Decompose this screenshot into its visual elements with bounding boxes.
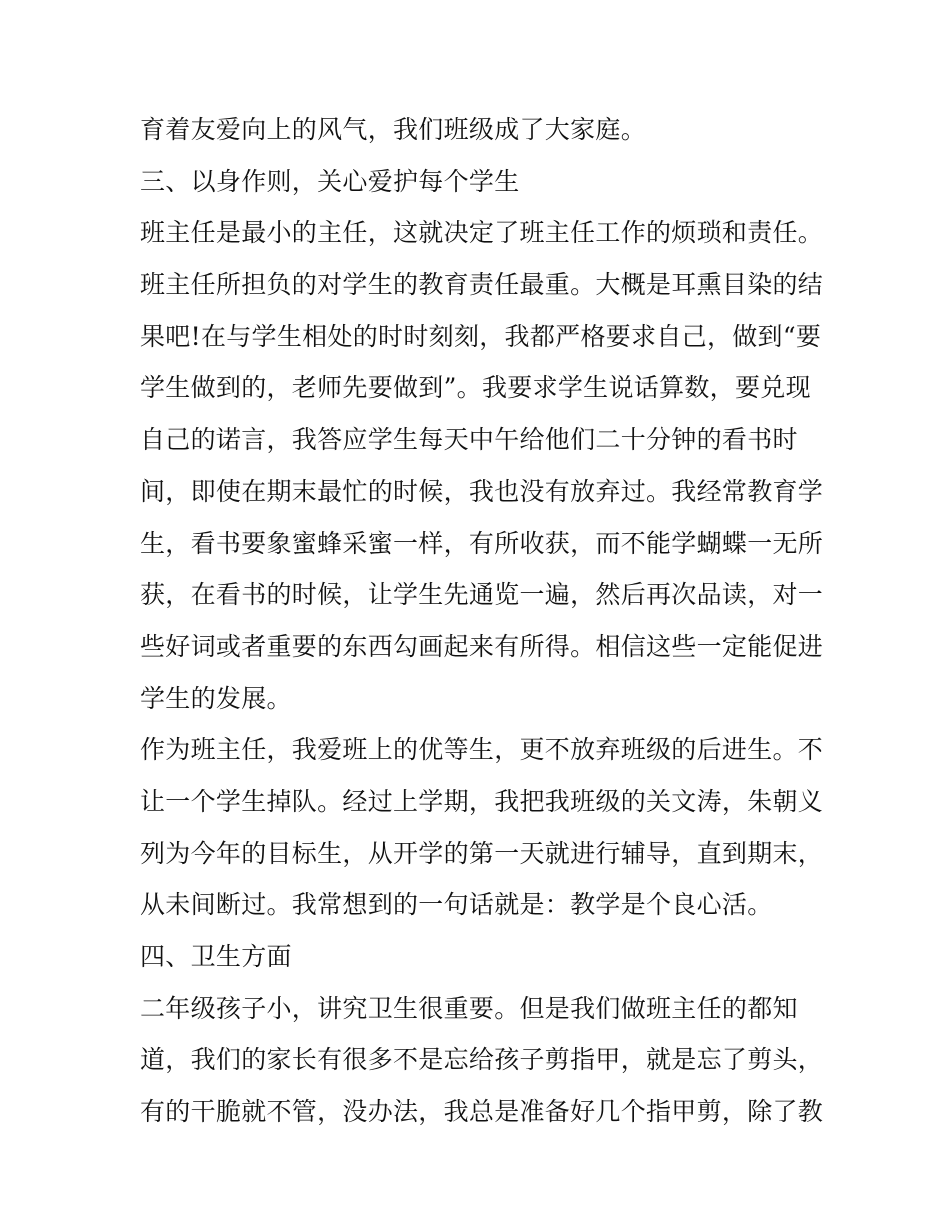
paragraph-line: 些好词或者重要的东西勾画起来有所得。相信这些一定能促进	[140, 631, 824, 661]
document-body	[140, 104, 824, 1138]
paragraph-line: 列为今年的目标生，从开学的第一天就进行辅导，直到期末，	[140, 838, 824, 868]
paragraph-line: 学生的发展。	[140, 683, 292, 713]
paragraph-line: 获，在看书的时候，让学生先通览一遍，然后再次品读，对一	[140, 580, 824, 610]
paragraph-line: 有的干脆就不管，没办法，我总是准备好几个指甲剪，除了教	[140, 1097, 824, 1127]
section-heading: 三、以身作则，关心爱护每个学生	[140, 166, 520, 196]
section-heading: 四、卫生方面	[140, 942, 292, 971]
paragraph-line: 班主任是最小的主任，这就决定了班主任工作的烦琐和责任。	[140, 218, 824, 248]
paragraph-line: 育着友爱向上的风气，我们班级成了大家庭。	[140, 115, 647, 144]
paragraph-line: 班主任所担负的对学生的教育责任最重。大概是耳熏目染的结	[140, 270, 824, 300]
paragraph-line: 学生做到的，老师先要做到”。我要求学生说话算数，要兑现	[140, 373, 811, 403]
paragraph-line: 间，即使在期末最忙的时候，我也没有放弃过。我经常教育学	[140, 476, 824, 506]
paragraph-line: 二年级孩子小，讲究卫生很重要。但是我们做班主任的都知	[140, 993, 798, 1023]
paragraph-line: 从未间断过。我常想到的一句话就是：教学是个良心活。	[140, 890, 773, 920]
paragraph-line: 自己的诺言，我答应学生每天中午给他们二十分钟的看书时	[140, 425, 798, 455]
paragraph-line: 让一个学生掉队。经过上学期，我把我班级的关文涛，朱朝义	[140, 786, 824, 816]
paragraph-line: 作为班主任，我爱班上的优等生，更不放弃班级的后进生。不	[140, 735, 824, 765]
paragraph-line: 果吧!在与学生相处的时时刻刻，我都严格要求自己，做到“要	[140, 321, 822, 351]
paragraph-line: 道，我们的家长有很多不是忘给孩子剪指甲，就是忘了剪头，	[140, 1045, 824, 1075]
paragraph-line: 生，看书要象蜜蜂采蜜一样，有所收获，而不能学蝴蝶一无所	[140, 528, 824, 558]
